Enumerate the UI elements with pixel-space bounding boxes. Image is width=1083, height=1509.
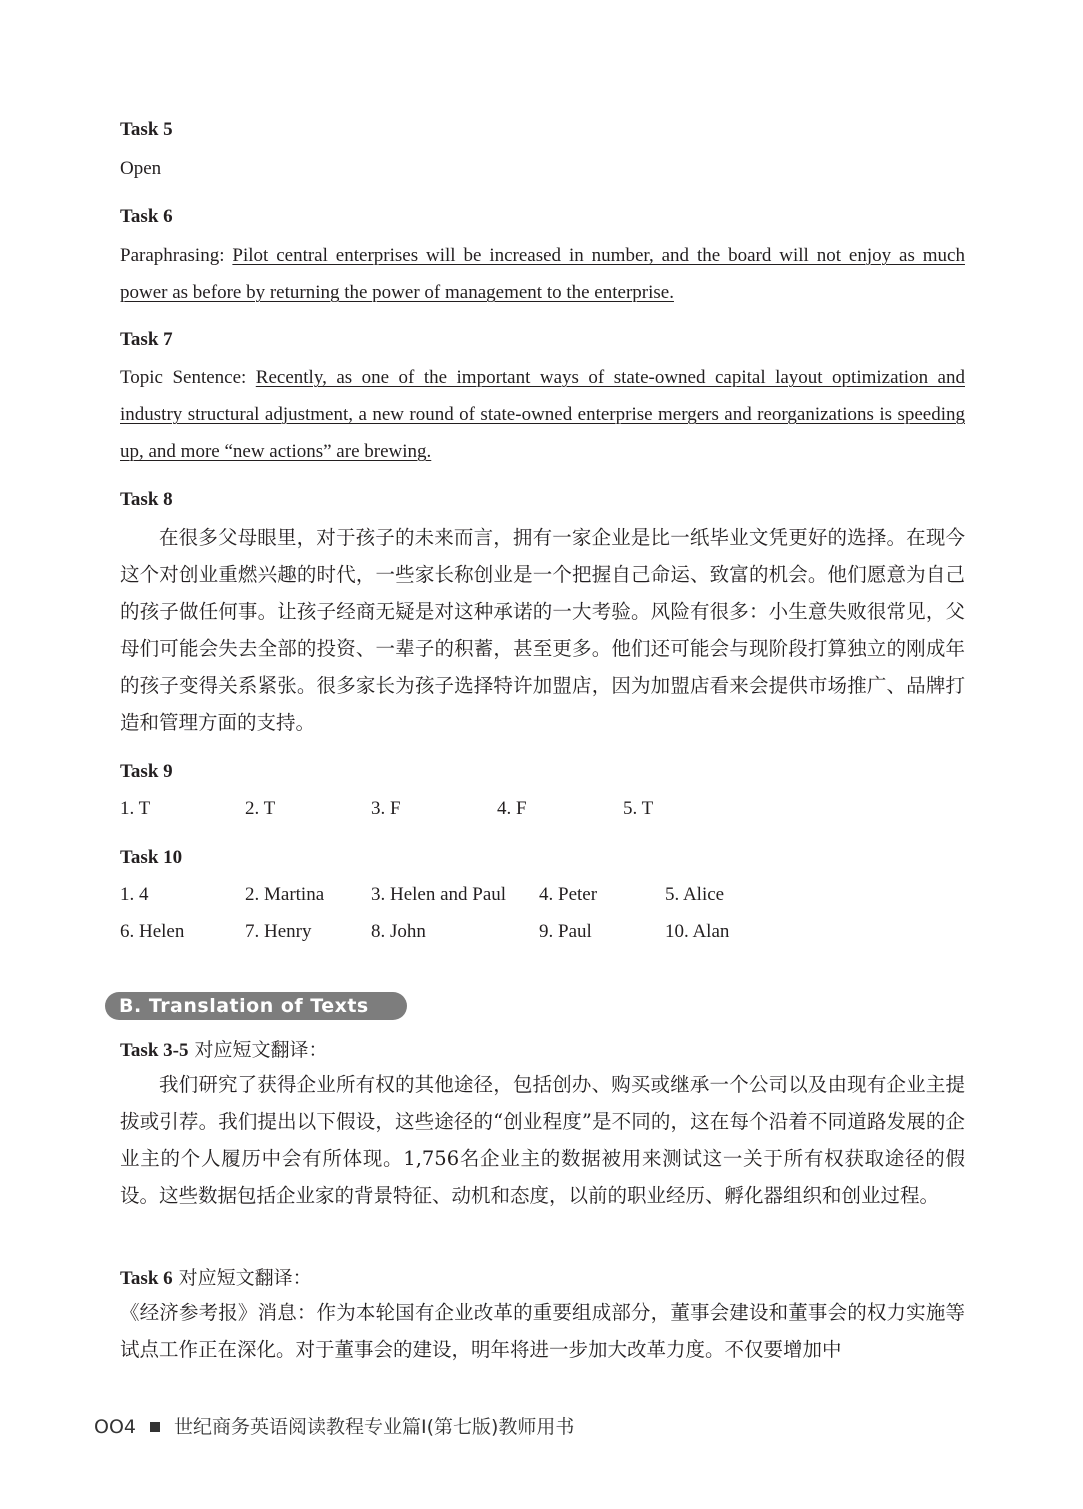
task-8-title: Task 8 bbox=[120, 489, 173, 510]
task-6-title: Task 6 bbox=[120, 206, 173, 227]
task-6-label-rest: 对应短文翻译： bbox=[172, 1267, 312, 1289]
page-footer bbox=[94, 1414, 574, 1440]
task-7-answer: Recently, as one of the important ways of state-owned capital layout optimization and industry structural adjustment, a new round of state-owned enterprise mergers and reorganizations is speeding up, and more “new actions” are brewing. bbox=[120, 367, 965, 462]
task-10-answer: 10. Alan bbox=[665, 921, 730, 942]
task-6-translation-label bbox=[120, 1266, 312, 1291]
task-5-title: Task 5 bbox=[120, 119, 173, 140]
task-10-title: Task 10 bbox=[120, 847, 183, 868]
task-6-label: Paraphrasing: bbox=[120, 245, 233, 266]
task-10-answer: 2. Martina bbox=[245, 884, 325, 905]
task-9-answer: 2. T bbox=[245, 798, 276, 819]
task-9-answer: 4. F bbox=[497, 798, 527, 819]
section-b-header: B. Translation of Texts bbox=[105, 992, 407, 1020]
task-7-label: Topic Sentence: bbox=[120, 367, 256, 388]
square-bullet-icon bbox=[150, 1422, 160, 1432]
task-9-answer: 3. F bbox=[371, 798, 401, 819]
task-7-paragraph bbox=[120, 359, 965, 470]
task-3-5-translation: 我们研究了获得企业所有权的其他途径，包括创办、购买或继承一个公司以及由现有企业主提拔或引荐。我们提出以下假设，这些途径的“创业程度”是不同的，这在每个沿着不同道路发展的企业主的个人履历中会有所体现。1,756名企业主的数据被用来测试这一关于所有权获取途径的假设。这些数据包括企业家的背景特征、动机和态度，以前的职业经历、孵化器组织和创业过程。 bbox=[120, 1073, 965, 1207]
task-9-answer: 5. T bbox=[623, 798, 654, 819]
task-10-answer: 1. 4 bbox=[120, 884, 149, 905]
task-6-label-bold: Task 6 bbox=[120, 1268, 173, 1289]
task-10-answer: 3. Helen and Paul bbox=[371, 884, 507, 905]
task-10-answer: 6. Helen bbox=[120, 921, 185, 942]
task-6-answer: Pilot central enterprises will be increased in number, and the board will not enjoy as much power as before by returning the power of management to the enterprise. bbox=[120, 245, 965, 303]
task-6-translation: 《经济参考报》消息：作为本轮国有企业改革的重要组成部分，董事会建设和董事会的权力实施等试点工作正在深化。对于董事会的建设，明年将进一步加大改革力度。不仅要增加中 bbox=[120, 1301, 965, 1361]
task-10-answer: 5. Alice bbox=[665, 884, 725, 905]
page-number: OO4 bbox=[94, 1416, 136, 1438]
book-title: 世纪商务英语阅读教程专业篇Ⅰ(第七版)教师用书 bbox=[174, 1416, 575, 1438]
task-9-title: Task 9 bbox=[120, 761, 173, 782]
task-7-title: Task 7 bbox=[120, 329, 173, 350]
task-9-answer: 1. T bbox=[120, 798, 151, 819]
task-3-5-label-bold: Task 3-5 bbox=[120, 1040, 189, 1061]
task-8-translation: 在很多父母眼里，对于孩子的未来而言，拥有一家企业是比一纸毕业文凭更好的选择。在现今这个对创业重燃兴趣的时代，一些家长称创业是一个把握自己命运、致富的机会。他们愿意为自己的孩子做任何事。让孩子经商无疑是对这种承诺的一大考验。风险有很多：小生意失败很常见，父母们可能会失去全部的投资、一辈子的积蓄，甚至更多。他们还可能会与现阶段打算独立的刚成年的孩子变得关系紧张。很多家长为孩子选择特许加盟店，因为加盟店看来会提供市场推广、品牌打造和管理方面的支持。 bbox=[120, 526, 965, 734]
task-6-paragraph bbox=[120, 237, 965, 311]
task-10-answer: 8. John bbox=[371, 921, 426, 942]
task-3-5-translation-label bbox=[120, 1038, 328, 1063]
task-10-answer: 7. Henry bbox=[245, 921, 312, 942]
task-3-5-label-rest: 对应短文翻译： bbox=[188, 1039, 328, 1061]
task-5-answer: Open bbox=[120, 158, 162, 179]
task-10-answer: 4. Peter bbox=[539, 884, 598, 905]
task-10-answer: 9. Paul bbox=[539, 921, 592, 942]
